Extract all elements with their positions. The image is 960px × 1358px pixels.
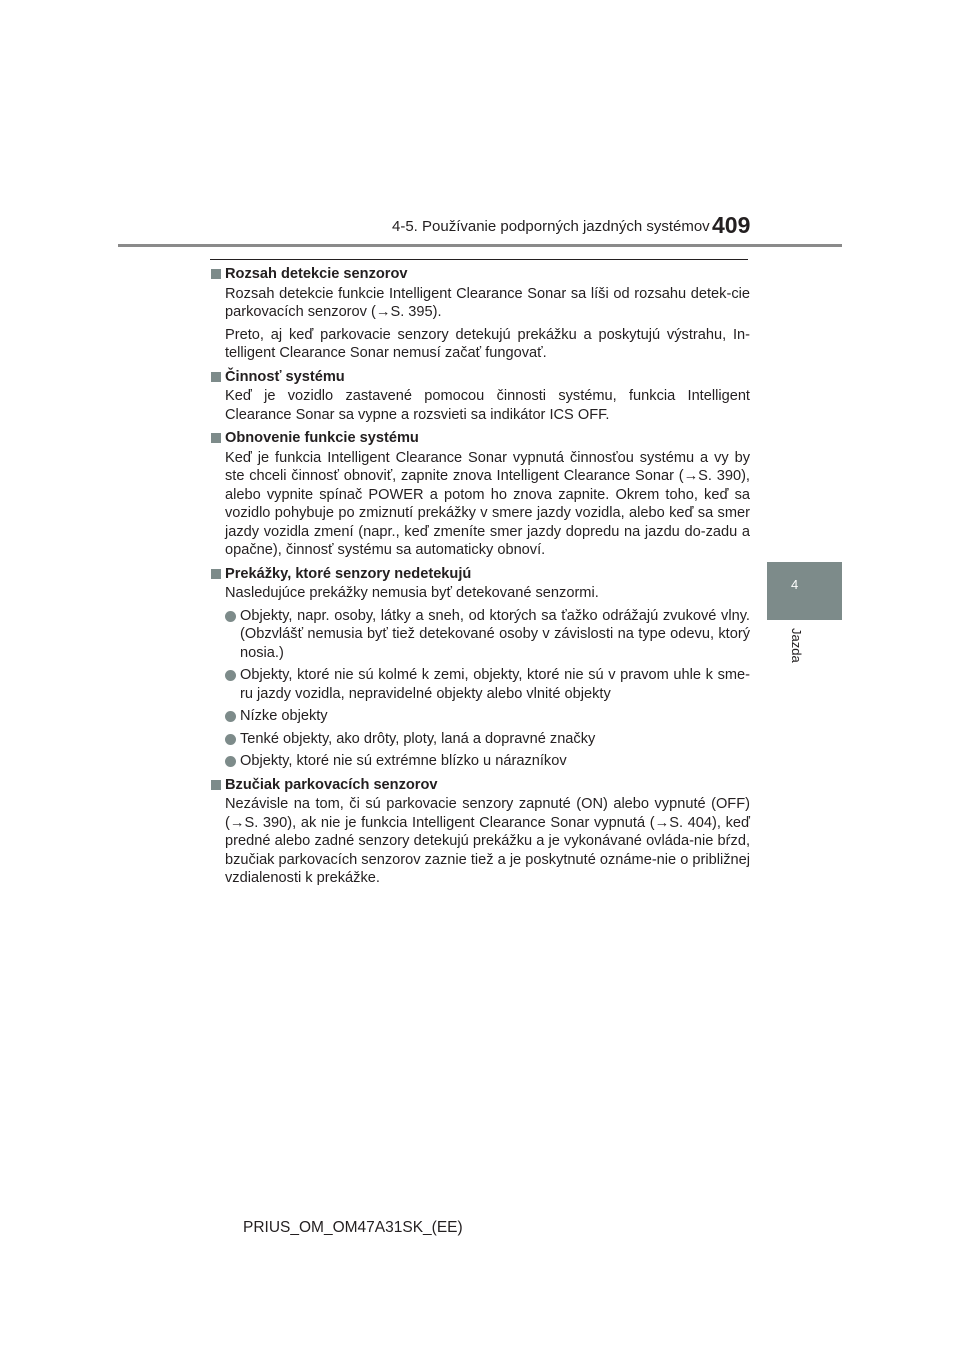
paragraph: Nezávisle na tom, či sú parkovacie senzory zapnuté (ON) alebo vypnuté (OFF) (→S. 390), ak nie je funkcia Intelligent Clearance Sonar vypnutá (→S. 404), keď predné alebo zadné senzory detekujú prekážku a je vykonávané ovláda-nie bŕzd, bzučiak parkovacích senzorov zaznie tiež a je poskytnuté oznáme-nie o približnej vzdialenosti k prekážke. — [225, 796, 750, 886]
section-title — [210, 265, 750, 284]
square-bullet-icon — [211, 372, 221, 382]
section-system-operation — [210, 368, 750, 425]
page-number: 409 — [712, 212, 751, 238]
square-bullet-icon — [211, 569, 221, 579]
list-item — [210, 607, 750, 663]
list-item — [210, 730, 750, 749]
square-bullet-icon — [211, 433, 221, 443]
paragraph: Keď je vozidlo zastavené pomocou činnosti systému, funkcia Intelligent Clearance Sonar sa vypne a rozsvieti sa indikátor ICS OFF. — [225, 388, 750, 423]
section-title-text: Bzučiak parkovacích senzorov — [225, 776, 438, 793]
round-bullet-icon — [225, 670, 236, 681]
round-bullet-icon — [225, 711, 236, 722]
paragraph: Rozsah detekcie funkcie Intelligent Clearance Sonar sa líši od rozsahu detek-cie parkovacích senzorov (→S. 395). — [225, 285, 750, 320]
section-title-text: Rozsah detekcie senzorov — [225, 266, 408, 282]
paragraph: Keď je funkcia Intelligent Clearance Sonar vypnutá činnosťou systému a vy by ste chceli činnosť obnoviť, zapnite znova Intelligent Clearance Sonar (→S. 390), alebo vypnite spínač POWER a potom ho znova zapnite. Okrem toho, keď sa vozidlo pohybuje po zmiznutí prekážky v smere jazdy vozidla, alebo keď sa smer jazdy vozidla zmení (napr., keď zmeníte smer jazdy dopredu na jazdu do-zadu a opačne), činnosť systému sa automaticky obnoví. — [225, 449, 750, 558]
list-item-text: Nízke objekty — [240, 708, 328, 724]
round-bullet-icon — [225, 756, 236, 767]
chapter-tab-number: 4 — [791, 577, 799, 592]
list-item — [210, 666, 750, 703]
list-item-text: Objekty, ktoré nie sú extrémne blízko u nárazníkov — [240, 753, 567, 769]
section-title-text: Obnovenie funkcie systému — [225, 430, 419, 446]
paragraph: Nasledujúce prekážky nemusia byť detekované senzormi. — [225, 585, 599, 601]
square-bullet-icon — [211, 269, 221, 279]
section-parking-sensor-buzzer — [210, 776, 750, 888]
document-id: PRIUS_OM_OM47A31SK_(EE) — [243, 1219, 463, 1236]
section-title — [210, 776, 750, 795]
header-divider — [118, 244, 842, 247]
list-item-text: Objekty, napr. osoby, látky a sneh, od ktorých sa ťažko odrážajú zvukové vlny. (Obzvlášť nemusia byť tiež detekované osoby v závislosti na type odevu, ktorý nosia.) — [240, 607, 750, 661]
section-undetected-obstacles — [210, 565, 750, 771]
chapter-label: Jazda — [789, 628, 804, 663]
section-title-text: Prekážky, ktoré senzory nedetekujú — [225, 565, 472, 582]
section-title — [210, 429, 750, 448]
square-bullet-icon — [211, 780, 221, 790]
list-item — [210, 752, 750, 771]
content-divider — [210, 259, 748, 260]
section-restore-function — [210, 429, 750, 560]
chapter-tab — [767, 562, 842, 620]
section-title — [210, 565, 750, 584]
round-bullet-icon — [225, 734, 236, 745]
section-title-text: Činnosť systému — [225, 368, 345, 385]
list-item — [210, 707, 750, 726]
section-title — [210, 368, 750, 387]
page-content — [210, 265, 750, 893]
section-header-title: 4-5. Používanie podporných jazdných systémov — [392, 218, 710, 235]
section-detection-range — [210, 265, 750, 363]
list-item-text: Objekty, ktoré nie sú kolmé k zemi, objekty, ktoré nie sú v pravom uhle k sme-ru jazdy vozidla, nepravidelné objekty alebo vlnité objekty — [240, 667, 750, 702]
list-item-text: Tenké objekty, ako drôty, ploty, laná a dopravné značky — [240, 730, 596, 747]
round-bullet-icon — [225, 611, 236, 622]
paragraph: Preto, aj keď parkovacie senzory detekujú prekážku a poskytujú výstrahu, In-telligent Clearance Sonar nemusí začať fungovať. — [225, 326, 750, 361]
